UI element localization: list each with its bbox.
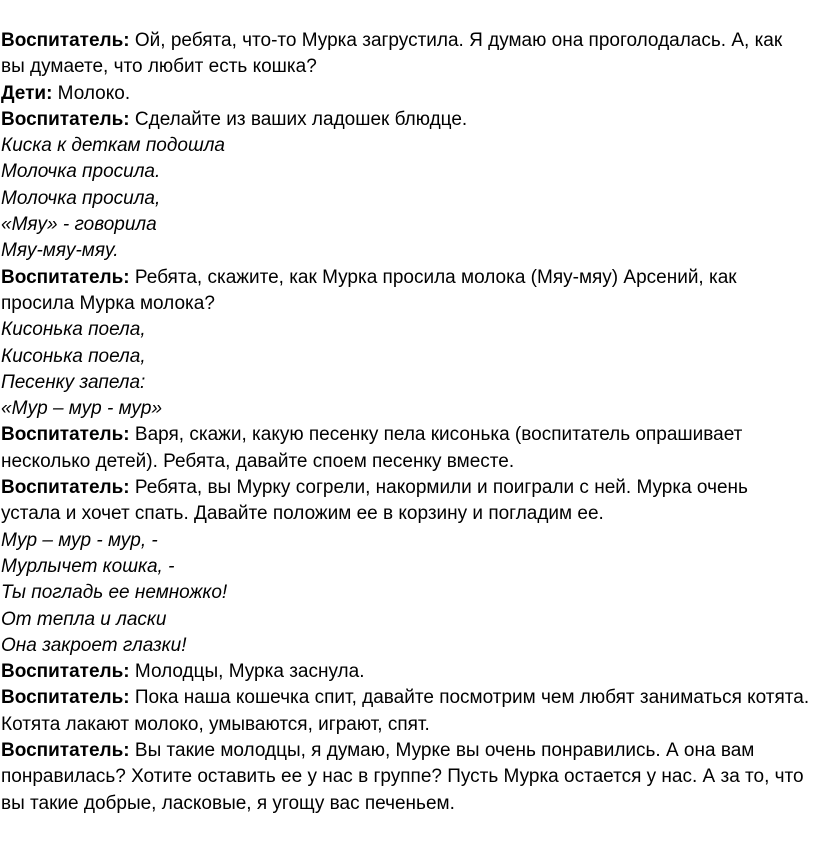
- speaker-label: Воспитатель:: [1, 687, 130, 709]
- speech-line: [1, 265, 810, 318]
- speech-text: Ребята, вы Мурку согрели, накормили и поиграли с ней. Мурка очень устала и хочет спать. Давайте положим ее в корзину и погладим ее.: [1, 477, 748, 525]
- speech-line: [1, 28, 810, 81]
- verse-line: Мяу-мяу-мяу.: [1, 240, 119, 262]
- verse-line: Ты погладь ее немножко!: [1, 582, 228, 604]
- speech-text: Варя, скажи, какую песенку пела кисонька (воспитатель опрашивает несколько детей). Ребята, давайте споем песенку вместе.: [1, 424, 743, 472]
- speech-line: [1, 738, 810, 817]
- verse-line: Киска к деткам подошла: [1, 135, 226, 157]
- speaker-label: Воспитатель:: [1, 477, 130, 499]
- verse-line: Мур – мур - мур, -: [1, 529, 158, 551]
- speech-text: Ребята, скажите, как Мурка просила молока (Мяу-мяу) Арсений, как просила Мурка молока?: [1, 266, 737, 314]
- speech-text: Вы такие молодцы, я думаю, Мурке вы очень понравились. А она вам понравилась? Хотите оставить ее у нас в группе? Пусть Мурка остается у нас. А за то, что вы такие добрые, ласковые, я угощу вас печеньем.: [1, 740, 804, 814]
- speech-text: Молодцы, Мурка заснула.: [129, 661, 365, 683]
- speech-text: Ой, ребята, что-то Мурка загрустила. Я думаю она проголодалась. А, как вы думаете, что любит есть кошка?: [1, 30, 783, 78]
- speech-text: Молоко.: [52, 82, 131, 104]
- verse-line: Молочка просила.: [1, 161, 161, 183]
- speaker-label: Воспитатель:: [1, 30, 130, 51]
- speaker-label: Воспитатель:: [1, 661, 130, 683]
- speech-text: Сделайте из ваших ладошек блюдце.: [129, 108, 468, 130]
- speaker-label: Воспитатель:: [1, 424, 130, 446]
- verse-line: «Мур – мур - мур»: [1, 398, 163, 420]
- verse-line: Она закроет глазки!: [1, 634, 187, 656]
- verse-line: Кисонька поела,: [1, 319, 146, 341]
- speech-line: [1, 81, 810, 107]
- verse-line: «Мяу» - говорила: [1, 214, 157, 236]
- speech-line: [1, 475, 810, 528]
- speaker-label: Воспитатель:: [1, 108, 130, 130]
- speech-line: [1, 659, 810, 685]
- verse-line: Кисонька поела,: [1, 345, 146, 367]
- speech-text: Пока наша кошечка спит, давайте посмотрим чем любят заниматься котята. Котята лакают молоко, умываются, играют, спят.: [1, 687, 810, 735]
- verse-line: Песенку запела:: [1, 371, 146, 393]
- verse-line: Мурлычет кошка, -: [1, 555, 175, 577]
- speech-line: [1, 422, 810, 475]
- verse-line: Молочка просила,: [1, 187, 161, 209]
- speech-line: [1, 685, 810, 738]
- speech-line: [1, 107, 810, 133]
- speaker-label: Воспитатель:: [1, 740, 130, 762]
- speaker-label: Воспитатель:: [1, 266, 130, 288]
- verse-line: От тепла и ласки: [1, 608, 167, 630]
- speaker-label: Дети:: [1, 82, 53, 104]
